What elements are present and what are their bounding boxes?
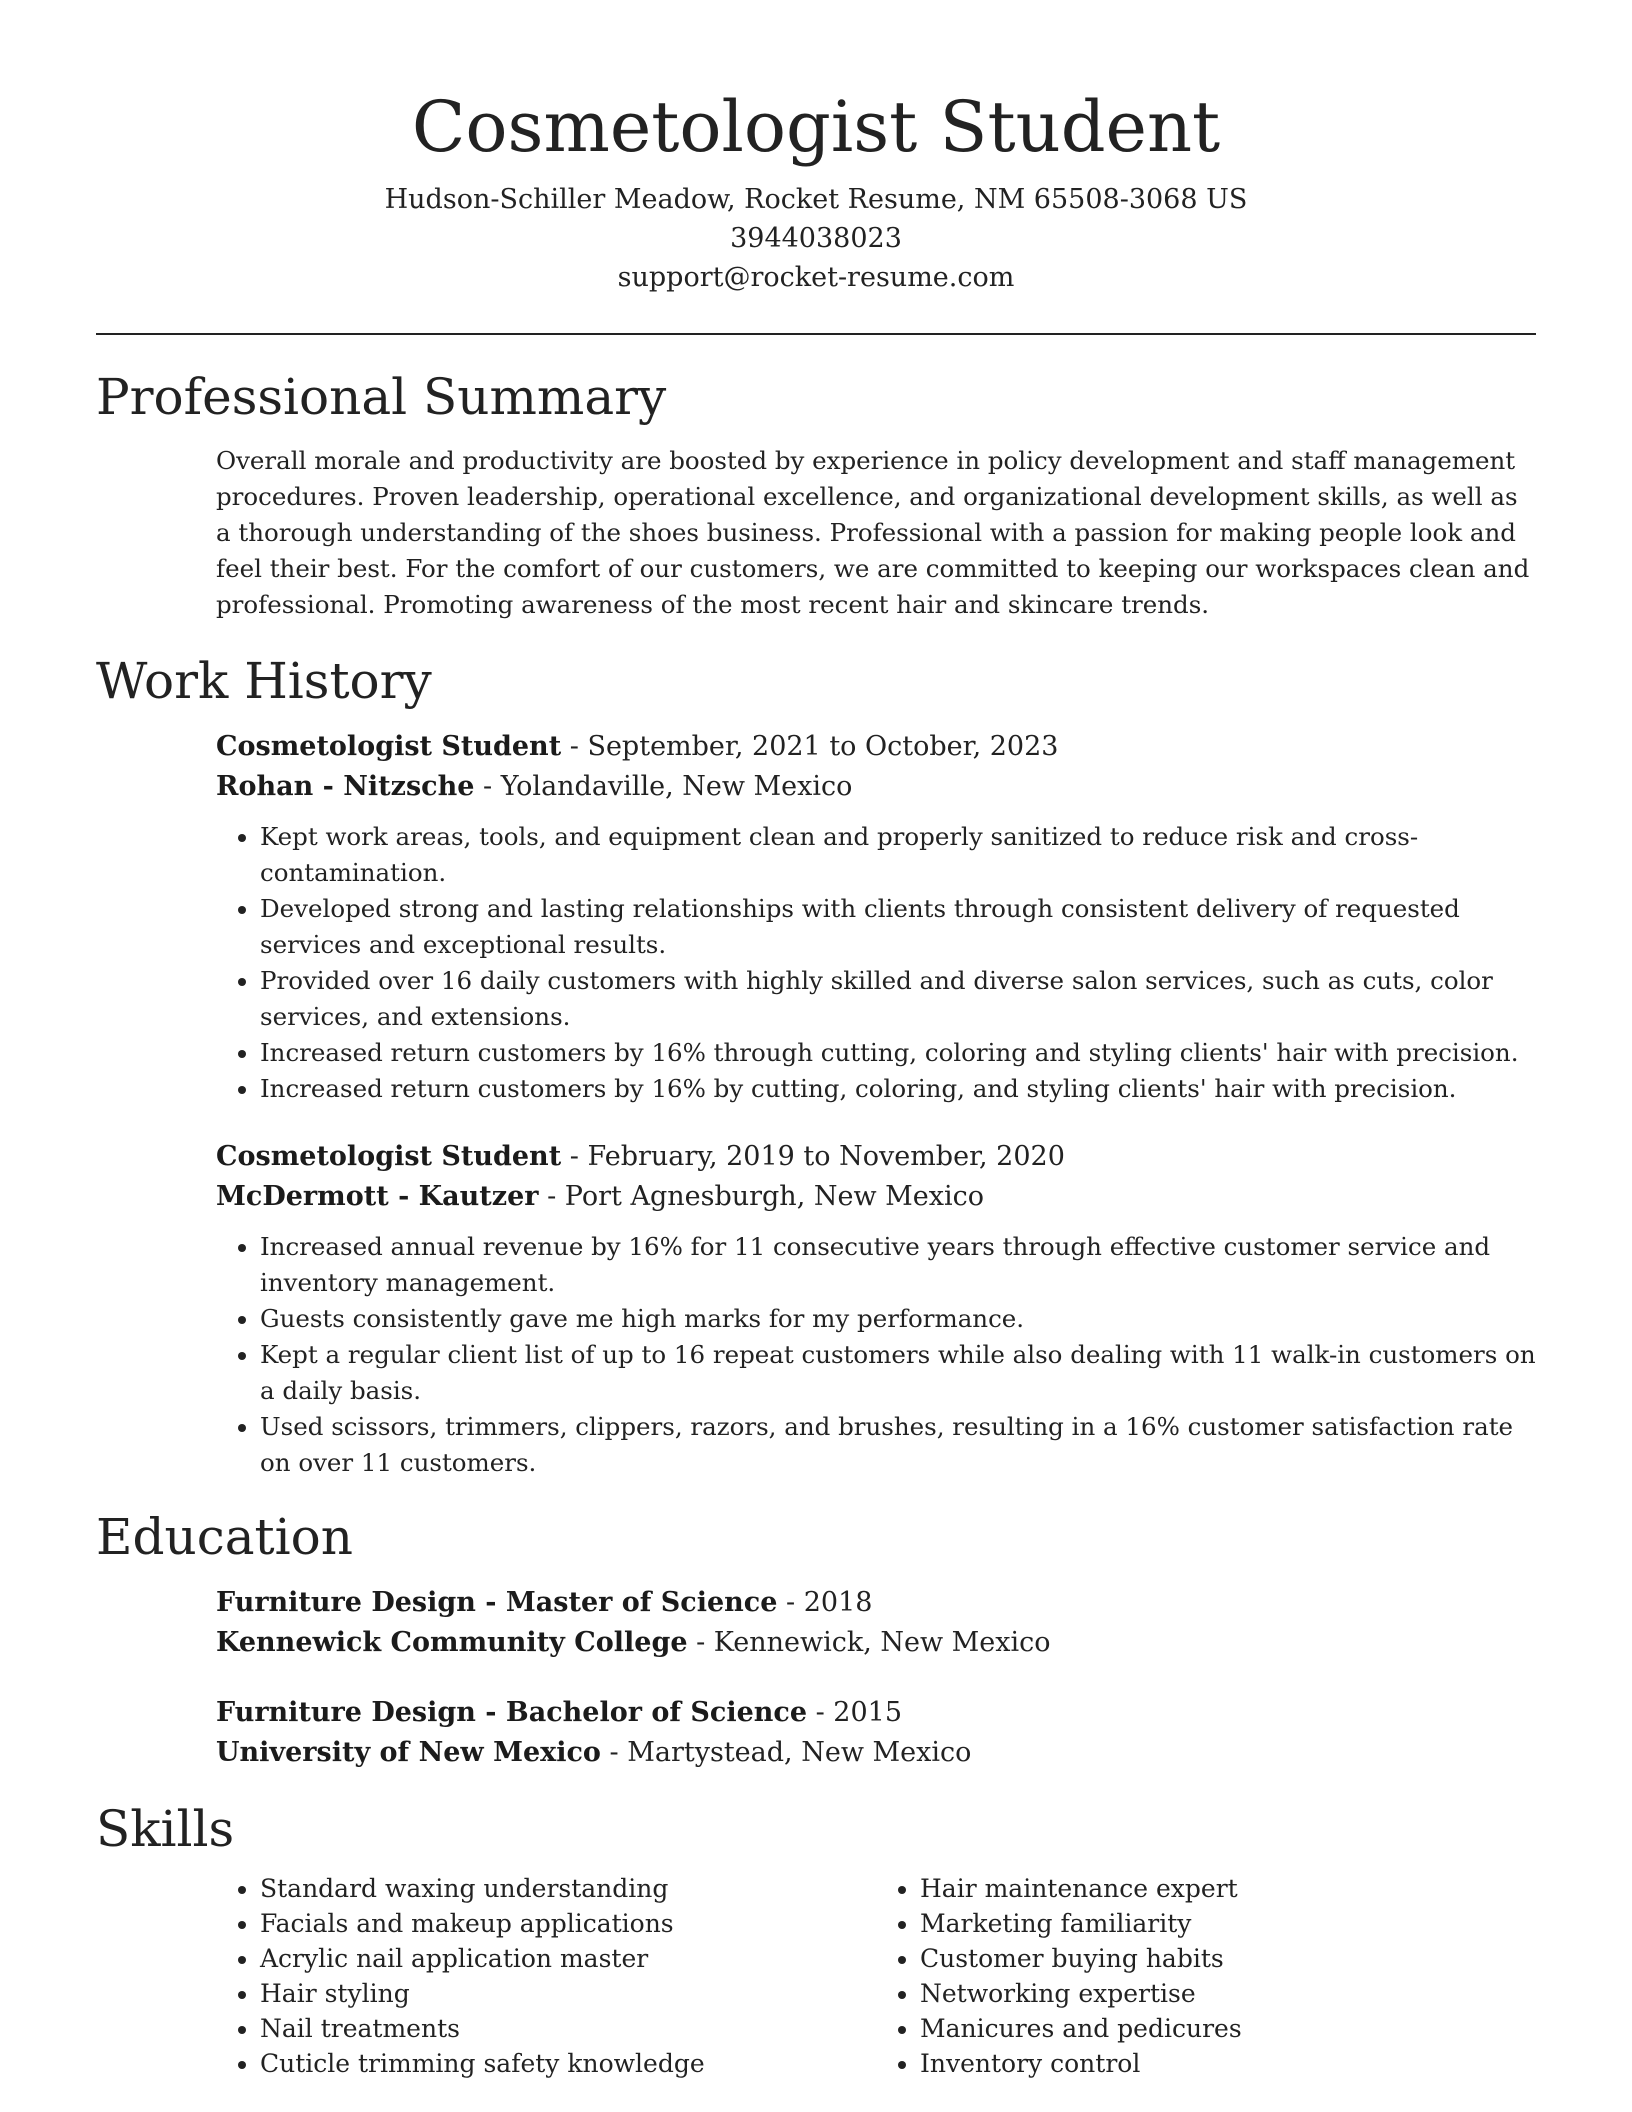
list-item: • Inventory control [920,2046,1536,2081]
job-duties [216,1229,1536,1481]
school-line [216,1733,1536,1773]
list-item: • Nail treatments [260,2011,876,2046]
school-name: University of New Mexico [216,1737,601,1768]
job-employer-line [216,767,1536,807]
job-employer-line [216,1177,1536,1217]
school-line [216,1623,1536,1663]
list-item: • Hair maintenance expert [920,1871,1536,1906]
job-title-line [216,727,1536,767]
skills-section [96,1797,1536,2081]
job-location: - Port Agnesburgh, New Mexico [538,1181,985,1212]
summary-section [96,365,1536,623]
degree: Furniture Design - Bachelor of Science [216,1697,808,1728]
list-item: • Developed strong and lasting relationships with clients through consistent delivery of requested services and exceptional results. [260,891,1536,963]
address: Hudson-Schiller Meadow, Rocket Resume, NM 65508-3068 US [384,184,1248,215]
list-item: • Acrylic nail application master [260,1941,876,1976]
summary-title: Professional Summary [96,368,667,426]
list-item: • Provided over 16 daily customers with highly skilled and diverse salon services, such as cuts, color services, and extensions. [260,963,1536,1035]
list-item: • Manicures and pedicures [920,2011,1536,2046]
job-duties [216,819,1536,1107]
skills-column-right [876,1871,1536,2081]
job-employer: Rohan - Nitzsche [216,771,475,802]
degree: Furniture Design - Master of Science [216,1587,778,1618]
phone: 3944038023 [730,223,902,254]
skills-title: Skills [96,1800,235,1858]
resume-header [96,0,1536,297]
job-title-line [216,1137,1536,1177]
education-title: Education [96,1508,353,1566]
candidate-name: Cosmetologist Student [411,86,1221,168]
graduation-year: - 2015 [807,1697,903,1728]
list-item: • Kept a regular client list of up to 16 repeat customers while also dealing with 11 walk-in customers on a daily basis. [260,1337,1536,1409]
resume-page [96,0,1536,2081]
email: support@rocket-resume.com [617,262,1015,293]
contact-info [96,180,1536,297]
list-item: • Hair styling [260,1976,876,2011]
education-entry [216,1583,1536,1663]
school-location: - Kennewick, New Mexico [687,1627,1051,1658]
degree-line [216,1693,1536,1733]
education-entry [216,1693,1536,1773]
skills-grid [216,1871,1536,2081]
list-item: • Guests consistently gave me high marks for my performance. [260,1301,1536,1337]
job-dates: - September, 2021 to October, 2023 [561,731,1059,762]
header-divider [96,333,1536,335]
job-role: Cosmetologist Student [216,1141,562,1172]
list-item: • Increased annual revenue by 16% for 11 consecutive years through effective customer service and inventory management. [260,1229,1536,1301]
skills-column-left [216,1871,876,2081]
school-name: Kennewick Community College [216,1627,688,1658]
list-item: • Increased return customers by 16% through cutting, coloring and styling clients' hair with precision. [260,1035,1536,1071]
job-entry [216,1137,1536,1481]
degree-line [216,1583,1536,1623]
list-item: • Used scissors, trimmers, clippers, razors, and brushes, resulting in a 16% customer satisfaction rate on over 11 customers. [260,1409,1536,1481]
education-section [96,1505,1536,1773]
list-item: • Marketing familiarity [920,1906,1536,1941]
list-item: • Kept work areas, tools, and equipment clean and properly sanitized to reduce risk and cross-contamination. [260,819,1536,891]
list-item: • Networking expertise [920,1976,1536,2011]
graduation-year: - 2018 [777,1587,873,1618]
job-entry [216,727,1536,1107]
school-location: - Martystead, New Mexico [600,1737,972,1768]
list-item: • Standard waxing understanding [260,1871,876,1906]
list-item: • Customer buying habits [920,1941,1536,1976]
work-history-title: Work History [96,652,432,710]
job-employer: McDermott - Kautzer [216,1181,539,1212]
job-dates: - February, 2019 to November, 2020 [561,1141,1065,1172]
summary-text: Overall morale and productivity are boosted by experience in policy development and staff management procedures. Proven leadership, operational excellence, and organizational development skills, as well as a thorough understanding of the shoes business. Professional with a passion for making people look and feel their best. For the comfort of our customers, we are committed to keeping our workspaces clean and professional. Promoting awareness of the most recent hair and skincare trends. [216,446,1530,619]
list-item: • Cuticle trimming safety knowledge [260,2046,876,2081]
job-location: - Yolandaville, New Mexico [474,771,853,802]
job-role: Cosmetologist Student [216,731,562,762]
work-history-section [96,649,1536,1481]
list-item: • Increased return customers by 16% by cutting, coloring, and styling clients' hair with precision. [260,1071,1536,1107]
list-item: • Facials and makeup applications [260,1906,876,1941]
